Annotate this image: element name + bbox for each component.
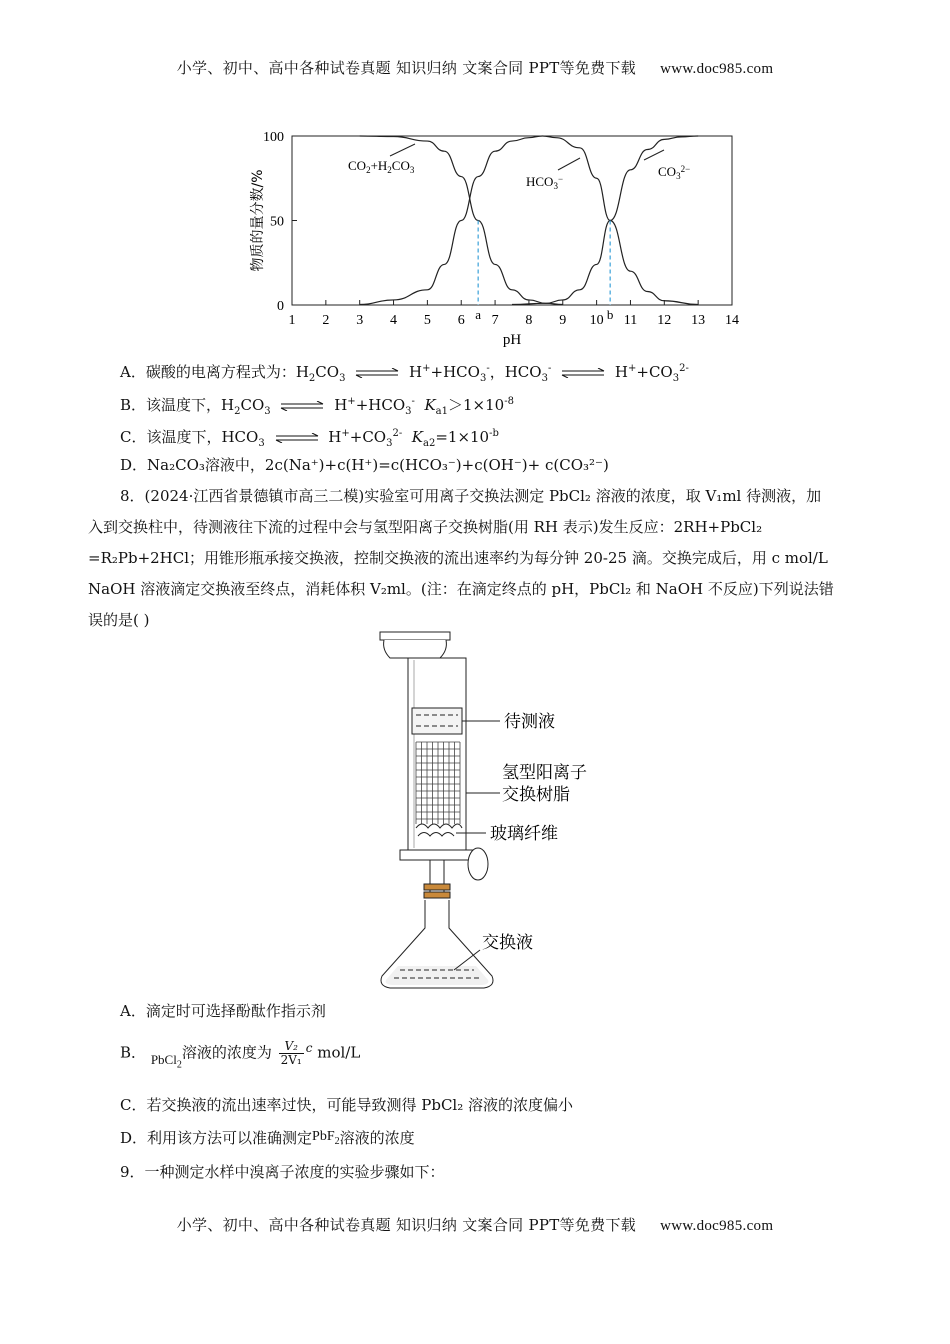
y-tick-label: 0 — [277, 299, 284, 314]
x-tick-label: 8 — [525, 313, 533, 328]
stopper-band — [424, 884, 450, 890]
exchange-liquid — [386, 966, 489, 985]
pka-label-b: b — [606, 307, 614, 322]
sample-liquid — [412, 708, 462, 734]
question-9: 9．一种测定水样中溴离子浓度的实验步骤如下： — [120, 1163, 445, 1181]
option-8d: D．利用该方法可以准确测定PbF$_2$溶液的浓度 — [120, 1129, 415, 1147]
leader-co2 — [390, 144, 415, 156]
label-co2-h2co3-part: 3 — [409, 164, 415, 175]
label-co2-h2co3-part: 2 — [387, 164, 392, 175]
footer-text: 小学、初中、高中各种试卷真题 知识归纳 文案合同 PPT等免费下载 — [176, 1216, 637, 1234]
label-hco3 — [526, 174, 563, 191]
label-co2-h2co3-part: CO — [348, 158, 367, 173]
page-header — [0, 57, 950, 78]
x-tick-label: 13 — [691, 313, 706, 328]
series-curve-2 — [512, 136, 698, 304]
x-tick-label: 7 — [491, 313, 499, 328]
x-tick-label: 5 — [423, 313, 431, 328]
x-tick-label: 1 — [288, 313, 296, 328]
x-tick-label: 2 — [322, 313, 330, 328]
label-hco3-part: 3 — [553, 180, 558, 191]
stopcock — [400, 850, 474, 860]
option-8a: A．滴定时可选择酚酞作指示剂 — [120, 1002, 326, 1020]
label-co2-h2co3 — [348, 158, 415, 175]
x-tick-label: 9 — [559, 313, 567, 328]
q8-line5: 误的是( ) — [88, 611, 150, 629]
footer-site: www.doc985.com — [660, 1218, 774, 1234]
label-co2-h2co3-part: CO — [391, 158, 410, 173]
x-tick-label: 3 — [356, 313, 364, 328]
label-resin-1: 氢型阳离子 — [502, 763, 587, 783]
label-exchange-liquid: 交换液 — [482, 933, 533, 953]
label-sample: 待测液 — [504, 712, 555, 732]
y-tick-label: 50 — [270, 214, 284, 230]
option-8b: B． PbCl$_2$溶液的浓度为 $\frac{\text{V₂}}{\text{2V₁}}$ $^c$ mol/L — [120, 1039, 361, 1071]
equilibrium-arrow-icon — [354, 368, 400, 378]
stopcock-handle — [468, 848, 488, 880]
x-tick-label: 14 — [725, 313, 739, 328]
q8-line1: 8．(2024·江西省景德镇市高三二模)实验室可用离子交换法测定 PbCl₂ 溶液的浓度，取 V₁ml 待测液，加 — [120, 487, 822, 505]
label-resin-2: 交换树脂 — [502, 785, 570, 805]
label-co3-part: 3 — [676, 170, 681, 181]
header-text: 小学、初中、高中各种试卷真题 知识归纳 文案合同 PPT等免费下载 — [176, 59, 637, 77]
x-tick-label: 4 — [390, 313, 398, 328]
x-tick-label: 10 — [589, 313, 604, 328]
fraction-v2-2v1: $\frac{\text{V₂}}{\text{2V₁}}$ — [280, 1039, 302, 1067]
leader-hco3 — [558, 158, 580, 170]
equilibrium-arrow-icon — [279, 401, 325, 411]
label-co3-part: CO — [658, 164, 677, 179]
page-footer — [0, 1214, 950, 1235]
equilibrium-arrow-icon — [274, 433, 320, 443]
column-rim — [380, 632, 450, 640]
label-hco3-part: HCO — [526, 174, 554, 189]
option-7d: D．Na₂CO₃溶液中，2c(Na⁺)+c(H⁺)=c(HCO₃⁻)+c(OH⁻)+ c(CO₃²⁻) — [120, 456, 609, 474]
y-axis-label: 物质的量分数/% — [250, 169, 266, 272]
option-7a: A．碳酸的电离方程式为：$H_2CO_3$ $H^++HCO_3^-$，$HCO_3^-$ $H^++CO_3^{2-}$ — [120, 363, 689, 384]
header-site: www.doc985.com — [660, 61, 774, 77]
y-tick-label: 100 — [263, 130, 284, 145]
equilibrium-arrow-icon — [560, 368, 606, 378]
label-co3 — [658, 164, 690, 181]
question-8 — [88, 481, 868, 636]
q8-line2: 入到交换柱中，待测液往下流的过程中会与氢型阳离子交换树脂(用 RH 表示)发生反应：2RH+PbCl₂ — [88, 518, 763, 536]
pka-label-a: a — [475, 307, 482, 322]
carbonate-distribution-chart — [240, 120, 750, 350]
label-fiber: 玻璃纤维 — [490, 824, 558, 844]
option-7b: B．该温度下，$H_2CO_3$ $H^++HCO_3^-$ $K_{a1}>1\times 10^{-8}$ — [120, 396, 514, 417]
label-co2-h2co3-part: +H — [370, 158, 388, 173]
leader-co3 — [644, 150, 664, 160]
label-co3-part: 2− — [680, 164, 691, 175]
label-co2-h2co3-part: 2 — [366, 164, 371, 175]
x-tick-label: 11 — [623, 313, 638, 328]
column-body — [408, 658, 466, 850]
x-tick-label: 6 — [457, 313, 465, 328]
label-hco3-part: − — [557, 174, 564, 185]
x-axis-label: pH — [502, 332, 522, 348]
q8-line3: =R₂Pb+2HCl；用锥形瓶承接交换液，控制交换液的流出速率约为每分钟 20-25 滴。交换完成后，用 c mol/L — [88, 549, 828, 567]
column-funnel — [384, 640, 447, 658]
ion-exchange-apparatus — [370, 628, 610, 998]
x-tick-label: 12 — [657, 313, 672, 328]
series-curve-1 — [360, 136, 698, 304]
q8-line4: NaOH 溶液滴定交换液至终点，消耗体积 V₂ml。(注：在滴定终点的 pH，PbCl₂ 和 NaOH 不反应)下列说法错 — [88, 580, 834, 598]
option-7c: C．该温度下，$HCO_3$ $H^++CO_3^{2-}$ $K_{a2}=1\times 10^{-b}$ — [120, 428, 499, 449]
option-8c: C．若交换液的流出速率过快，可能导致测得 PbCl₂ 溶液的浓度偏小 — [120, 1096, 573, 1114]
